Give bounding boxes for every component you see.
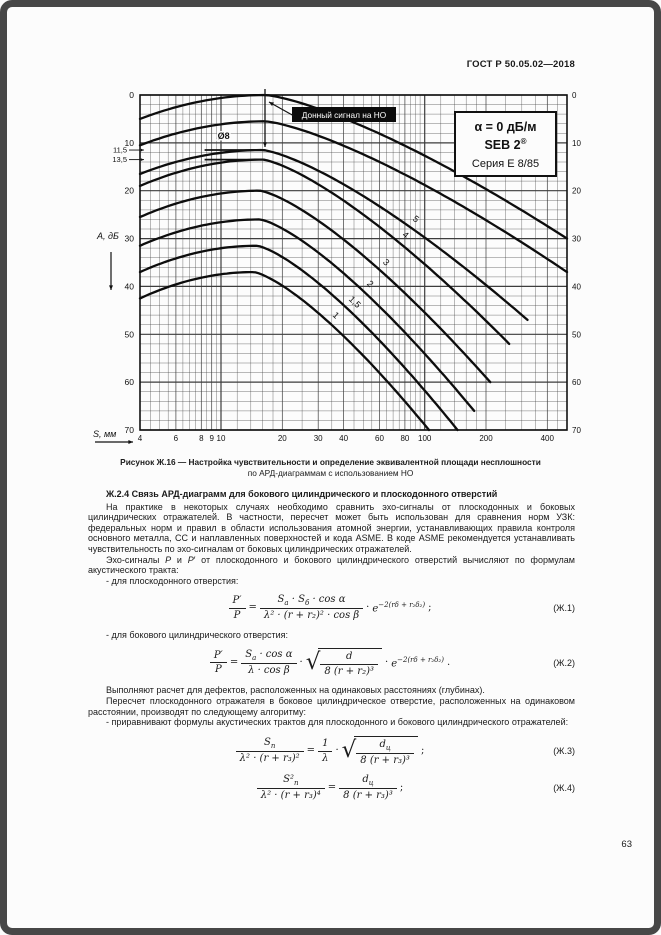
curve-label: 4 [400, 229, 411, 241]
x-tick-label: 4 [137, 434, 143, 443]
figure-caption-subtitle: по АРД-диаграммам с использованием НО [247, 468, 414, 478]
y-tick-label: 10 [124, 137, 134, 148]
x-tick-label: 200 [479, 434, 493, 443]
paragraph-echo-signals: Эхо-сигналы Р и Р′ от плоскодонного и бокового цилиндрического отверстий вычисляют по формулам акустического тракта: [88, 554, 575, 576]
document-header: ГОСТ Р 50.05.02—2018 [466, 59, 575, 70]
curve-label: 1 [330, 309, 342, 321]
x-tick-label: 60 [375, 434, 384, 443]
list-item-side-drilled: - для бокового цилиндрического отверстия: [106, 629, 289, 640]
x-tick-label: 80 [400, 434, 410, 443]
x-tick-label: 20 [277, 434, 287, 443]
curve-label: 3 [380, 256, 392, 268]
y-axis-title: А, дБ [97, 231, 119, 241]
formula-body: $\frac{P'}{P}$ = $S_а \cdot \cos \alpha$ λ · cos β · √ $\frac{d}{\text{8 (r + r₂)³}}$ · $e^{-2(r\delta + r_2\delta_2)}$ . [210, 648, 453, 677]
y-tick-label-right: 40 [572, 282, 581, 292]
arrow-head [263, 142, 267, 147]
formula-body: $S^2_п$ λ² · (r + r₃)⁴ = $d_ц$ 8 (r + r₃)³ ; [257, 774, 406, 802]
ref-label: Ø8 [217, 131, 230, 141]
y-tick-label-right: 0 [572, 91, 577, 100]
y-extra-tick-label: 11,5 [112, 145, 127, 155]
section-heading: Ж.2.4 Связь АРД-диаграмм для бокового цилиндрического и плоскодонного отверстий [106, 489, 498, 499]
formula-zh3 [88, 736, 575, 767]
y-tick-label-right: 60 [572, 378, 581, 388]
y-tick-label: 70 [124, 425, 134, 435]
x-tick-label: 40 [339, 434, 349, 443]
x-axis-title: S, мм [93, 429, 117, 439]
x-tick-label: 9 [209, 434, 214, 443]
x-tick-label: 30 [313, 434, 323, 443]
formula-number: (Ж.1) [553, 602, 575, 613]
figure-caption-title: Рисунок Ж.16 — Настройка чувствительности и определение эквивалентной площади несплошности [120, 457, 541, 467]
x-tick-label: 400 [540, 434, 554, 443]
y-tick-label-right: 30 [572, 234, 581, 244]
figure-caption [60, 457, 601, 479]
legend-line: α = 0 дБ/м [474, 120, 537, 134]
list-item-flat-bottom: - для плоскодонного отверстия: [106, 575, 239, 586]
dgs-curve [140, 160, 509, 344]
paragraph-calculation: Выполняют расчет для дефектов, расположенных на одинаковых расстояниях (глубинах). [106, 685, 485, 696]
arrow-head [141, 158, 144, 161]
y-tick-label-right: 50 [572, 330, 581, 340]
page-number: 63 [621, 839, 632, 850]
formula-body: $\frac{P'}{P}$ = $S_а \cdot S_б \cdot \cos \alpha$ λ² · (r + r₂)² · cos β · $e^{-2(r\delta + r_2\delta_2)}$ ; [229, 594, 435, 622]
formula-number: (Ж.2) [553, 657, 575, 668]
arrow-head [109, 285, 113, 290]
x-tick-label: 8 [199, 434, 204, 443]
arrow-head [128, 440, 133, 444]
legend-line: SEB 2® [484, 137, 527, 152]
formula-number: (Ж.4) [553, 783, 575, 793]
curve-label: 2 [365, 278, 376, 290]
arrow-head [141, 149, 144, 152]
y-tick-label: 40 [124, 281, 134, 292]
y-tick-label: 50 [124, 329, 134, 340]
y-tick-label: 20 [124, 185, 134, 196]
y-tick-label-right: 10 [572, 138, 581, 148]
dgs-curve [140, 272, 429, 430]
y-tick-label-right: 70 [572, 426, 581, 435]
x-tick-label: 6 [173, 434, 179, 443]
legend-line: Серия Е 8/85 [471, 158, 540, 170]
formula-zh4 [88, 774, 575, 802]
y-tick-label: 0 [129, 90, 134, 100]
ard-diagram-chart [0, 0, 661, 450]
formula-zh2 [88, 648, 575, 677]
formula-body: $S_п$ λ² · (r + r₃)² = $\frac{1}{\lambda}$ · √ $d_ц$ 8 (r + r₃)³ ; [236, 736, 428, 767]
signal-label: Донный сигнал на НО [301, 110, 387, 120]
y-extra-tick-label: 13,5 [112, 155, 127, 165]
formula-zh1 [88, 594, 575, 622]
y-tick-label-right: 20 [572, 186, 581, 196]
x-tick-label: 10 [216, 434, 226, 443]
paragraph-recalculation: Пересчет плоскодонного отражателя в боковое цилиндрическое отверстие, расположенных на одинаковом расстоянии, производят по следующему алгоритму: [88, 696, 575, 717]
section-body [88, 489, 575, 810]
x-tick-label: 100 [418, 434, 432, 443]
y-tick-label: 60 [124, 377, 134, 388]
paragraph-practice: На практике в некоторых случаях необходимо сравнить эхо-сигналы от плоскодонных и боковых цилиндрических отражателей. В частности, пересчет может быть использован для сравнения норм УЗК: федеральных норм и правил в области использования атомной энергии, устанавливающих правила контроля основного металла, СС и наплавленных поверхностей и кода ASME. В коде ASME рекомендуется устанавливать чувствительность по эхо-сигналам от боковых цилиндрических отражателей. [88, 501, 575, 554]
formula-number: (Ж.3) [553, 745, 575, 756]
curve-label: 5 [411, 213, 421, 225]
y-tick-label: 30 [124, 233, 134, 244]
curve-label: 1,5 [346, 293, 363, 310]
list-item-equate: - приравнивают формулы акустических трактов для плоскодонного и бокового цилиндрического отражателей: [106, 717, 569, 728]
